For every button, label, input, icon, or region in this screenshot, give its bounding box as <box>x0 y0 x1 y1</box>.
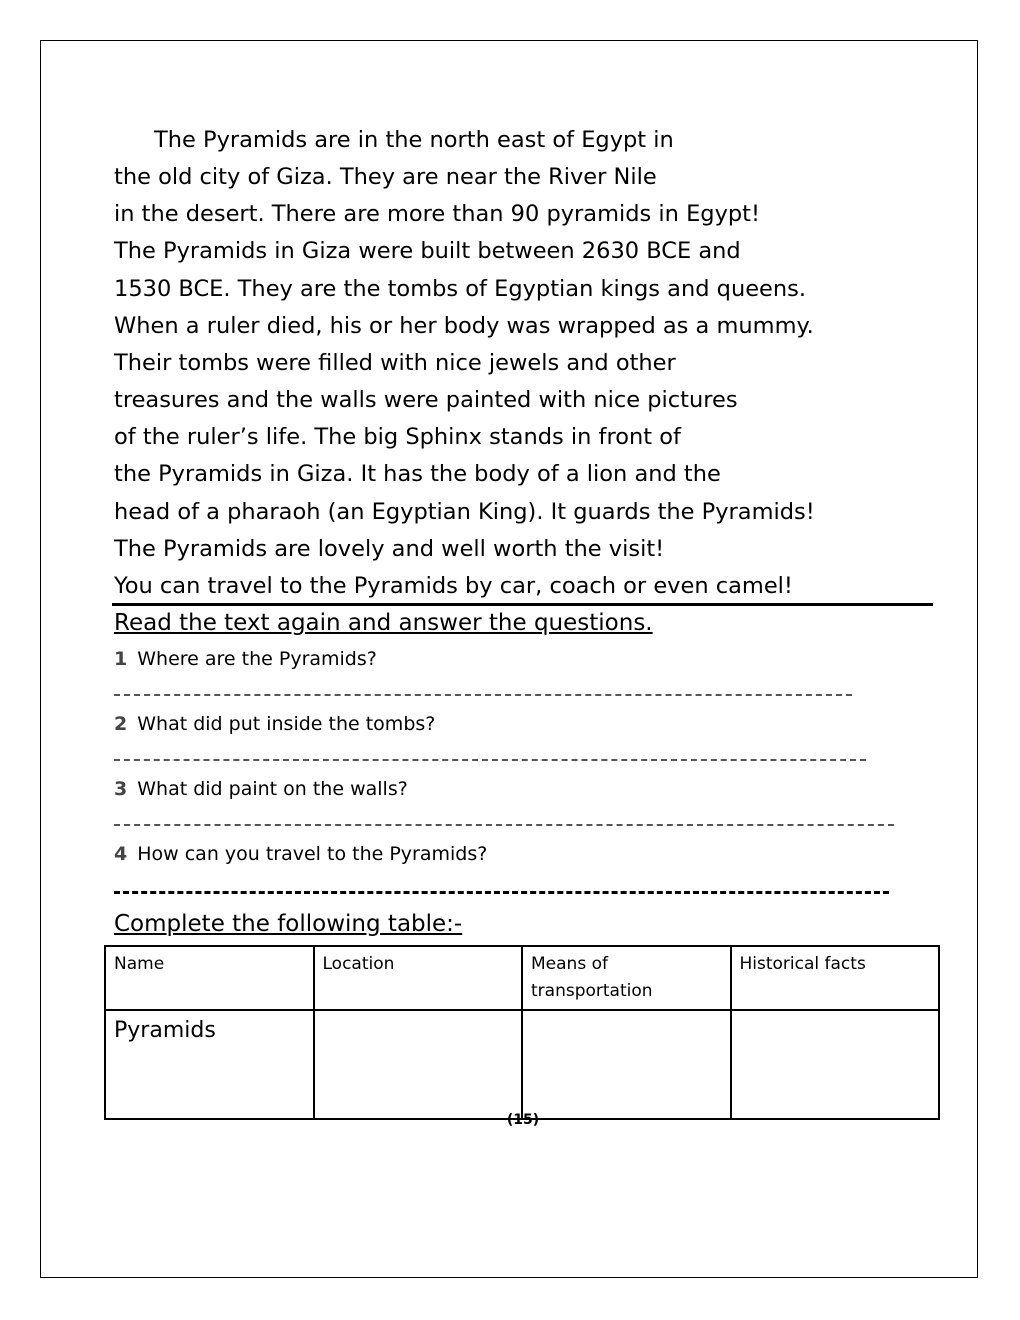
passage-line: The Pyramids are lovely and well worth the visit! <box>114 535 665 562</box>
passage-line: the Pyramids in Giza. It has the body of a lion and the <box>114 461 721 488</box>
passage-line: the old city of Giza. They are near the River Nile <box>114 164 657 191</box>
passage-line: Their tombs were filled with nice jewels and other <box>114 349 676 376</box>
header-historical-facts: Historical facts <box>731 946 940 1010</box>
questions-title: Read the text again and answer the questions. <box>114 610 653 636</box>
question-1 <box>114 648 377 670</box>
answer-line-2[interactable] <box>114 759 866 761</box>
header-name: Name <box>105 946 314 1010</box>
question-text: What did put inside the tombs? <box>137 713 436 735</box>
question-number: 1 <box>114 648 128 670</box>
question-2 <box>114 713 435 735</box>
question-number: 2 <box>114 713 128 735</box>
question-text: What did paint on the walls? <box>137 778 408 800</box>
header-location: Location <box>314 946 523 1010</box>
passage-line: treasures and the walls were painted with nice pictures <box>114 387 738 414</box>
header-transportation: Means of transportation <box>522 946 731 1010</box>
section-divider <box>112 603 933 606</box>
passage-line: The Pyramids are in the north east of Egypt in <box>154 127 674 153</box>
cell-transportation[interactable] <box>522 1010 731 1119</box>
question-number: 4 <box>114 843 128 865</box>
passage-line: 1530 BCE. They are the tombs of Egyptian kings and queens. <box>114 275 807 302</box>
completion-table <box>104 945 940 1120</box>
question-4 <box>114 843 487 865</box>
cell-location[interactable] <box>314 1010 523 1119</box>
answer-line-4[interactable] <box>114 891 889 894</box>
table-title: Complete the following table:- <box>114 911 463 937</box>
table-row <box>105 1010 939 1119</box>
passage-line: The Pyramids in Giza were built between 2630 BCE and <box>114 238 741 265</box>
answer-line-1[interactable] <box>114 694 852 696</box>
question-3 <box>114 778 408 800</box>
passage-line: When a ruler died, his or her body was wrapped as a mummy. <box>114 312 814 339</box>
passage-line: of the ruler’s life. The big Sphinx stands in front of <box>114 424 681 451</box>
passage-line: You can travel to the Pyramids by car, coach or even camel! <box>114 572 793 599</box>
table-header-row <box>105 946 939 1010</box>
cell-name: Pyramids <box>105 1010 314 1119</box>
answer-line-3[interactable] <box>114 824 894 826</box>
reading-passage <box>114 122 914 605</box>
cell-historical-facts[interactable] <box>731 1010 940 1119</box>
page-number: (15) <box>506 1112 540 1128</box>
question-number: 3 <box>114 778 128 800</box>
question-text: How can you travel to the Pyramids? <box>137 843 488 865</box>
question-text: Where are the Pyramids? <box>137 648 377 670</box>
passage-line: in the desert. There are more than 90 pyramids in Egypt! <box>114 201 761 228</box>
passage-line: head of a pharaoh (an Egyptian King). It guards the Pyramids! <box>114 498 815 525</box>
